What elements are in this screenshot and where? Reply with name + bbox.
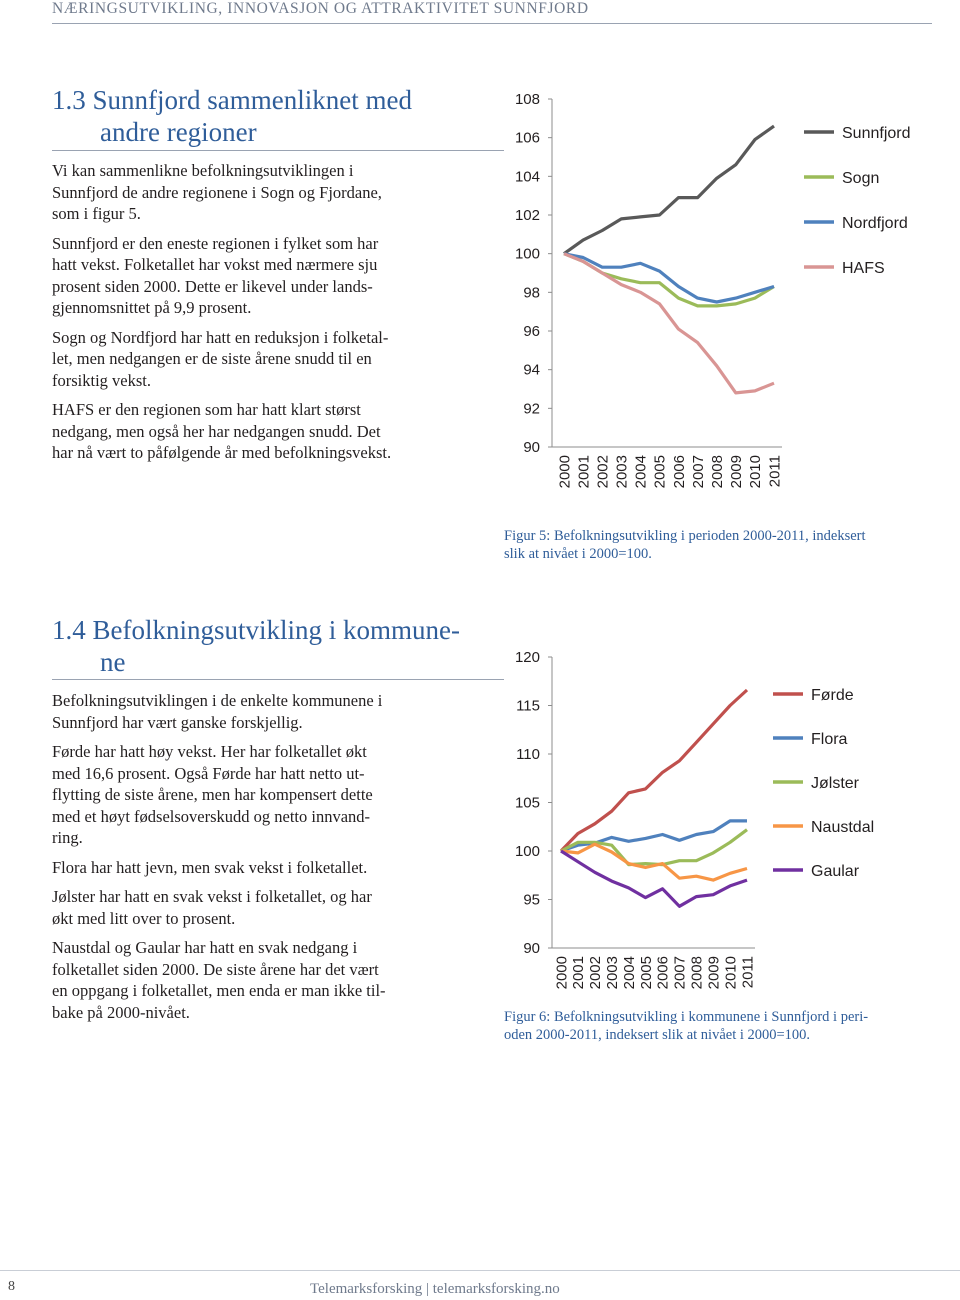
caption-line: slik at nivået i 2000=100.: [504, 546, 652, 562]
section-title-line2: andre regioner: [100, 117, 257, 147]
y-tick-label: 106: [514, 129, 540, 147]
x-tick-label: 2006: [670, 455, 688, 489]
figure-5-chart: [500, 80, 940, 500]
x-tick-label: 2002: [594, 455, 612, 489]
y-tick-label: 94: [523, 361, 540, 379]
legend-label: Naustdal: [811, 819, 875, 836]
x-tick-label: 2003: [613, 455, 631, 489]
text-line: flytting de siste årene, men har kompensert dette: [52, 785, 373, 804]
text-line: som i figur 5.: [52, 204, 141, 223]
y-tick-label: 100: [514, 245, 540, 263]
section-title-line2: ne: [100, 647, 126, 677]
y-tick-label: 98: [523, 284, 540, 302]
paragraph: [52, 327, 502, 392]
paragraph: [52, 937, 502, 1023]
x-tick-label: 2004: [620, 956, 638, 990]
paragraph: [52, 399, 502, 464]
section-1-4-body: [52, 690, 502, 1031]
text-line: Sunnfjord har vært ganske forskjellig.: [52, 712, 303, 732]
legend-label: Sunnfjord: [842, 125, 911, 142]
paragraph: [52, 160, 502, 225]
legend-label: Nordfjord: [842, 215, 908, 232]
y-tick-label: 105: [514, 794, 540, 812]
legend-label: Sogn: [842, 170, 880, 187]
legend-label: Flora: [811, 731, 848, 748]
x-tick-label: 2010: [747, 455, 765, 489]
y-tick-label: 102: [514, 207, 540, 224]
section-title-line1: Sunnfjord sammenliknet med: [92, 85, 412, 115]
paragraph: [52, 690, 502, 733]
section-1-3-title: [52, 84, 492, 148]
caption-line: Figur 6: Befolkningsutvikling i kommunene i Sunnfjord i peri-: [504, 1009, 869, 1025]
text-line: HAFS er den regionen som har hatt klart størst: [52, 400, 361, 419]
section-rule: [52, 150, 504, 151]
y-tick-label: 95: [523, 891, 540, 909]
x-tick-label: 2008: [688, 956, 706, 990]
section-title-line1: Befolkningsutvikling i kommune-: [92, 615, 460, 645]
footer-rule: [0, 1270, 960, 1271]
text-line: Flora har hatt jevn, men svak vekst i folketallet.: [52, 857, 368, 877]
y-tick-label: 115: [516, 697, 540, 715]
text-line: Sunnfjord de andre regionene i Sogn og Fjordane,: [52, 182, 382, 202]
legend-label: Gaular: [811, 863, 860, 880]
section-number: 1.3: [52, 85, 86, 115]
footer-text: Telemarksforsking | telemarksforsking.no: [310, 1281, 560, 1297]
section-number: 1.4: [52, 615, 86, 645]
text-line: Førde har hatt høy vekst. Her har folketallet økt: [52, 742, 367, 761]
x-tick-label: 2000: [556, 455, 574, 489]
x-tick-label: 2003: [603, 956, 621, 990]
text-line: Sogn og Nordfjord har hatt en reduksjon i folketal-: [52, 327, 389, 347]
text-line: Jølster har hatt en svak vekst i folketallet, og har: [52, 887, 372, 906]
text-line: forsiktig vekst.: [52, 370, 151, 390]
x-tick-label: 2007: [689, 455, 707, 489]
x-tick-label: 2011: [739, 956, 757, 989]
figure-6-chart: [500, 640, 940, 1000]
x-tick-label: 2007: [671, 956, 689, 990]
section-rule: [52, 679, 504, 680]
section-1-3-body: [52, 160, 502, 472]
text-line: Naustdal og Gaular har hatt en svak nedgang i: [52, 938, 358, 957]
legend-label: HAFS: [842, 260, 885, 277]
x-tick-label: 2000: [553, 956, 571, 990]
text-line: folketallet siden 2000. De siste årene har det vært: [52, 959, 379, 979]
paragraph: [52, 857, 502, 879]
text-line: hatt vekst. Folketallet har vokst med nærmere sju: [52, 255, 378, 274]
series-line-nordfjord: [564, 254, 774, 302]
x-tick-label: 2006: [654, 956, 672, 990]
page-number: 8: [8, 1279, 15, 1294]
text-line: med et høyt fødselsoverskudd og netto innvand-: [52, 806, 371, 826]
text-line: en oppgang i folketallet, men enda er man ikke til-: [52, 981, 386, 1000]
text-line: ring.: [52, 828, 83, 847]
x-tick-label: 2001: [575, 455, 593, 489]
header-rule: [52, 23, 932, 24]
text-line: bake på 2000-nivået.: [52, 1002, 190, 1022]
caption-line: oden 2000-2011, indeksert slik at nivået i 2000=100.: [504, 1027, 811, 1043]
x-tick-label: 2010: [722, 956, 740, 990]
y-tick-label: 110: [516, 746, 540, 763]
paragraph: [52, 741, 502, 849]
text-line: let, men nedgangen er de siste årene snudd til en: [52, 349, 372, 368]
x-tick-label: 2009: [728, 455, 746, 489]
series-line-sunnfjord: [564, 126, 774, 254]
caption-line: Figur 5: Befolkningsutvikling i perioden 2000-2011, indeksert: [504, 528, 866, 544]
legend-label: Førde: [811, 687, 854, 704]
section-1-4-title: [52, 614, 502, 678]
text-line: gjennomsnittet på 9,9 prosent.: [52, 298, 252, 317]
x-tick-label: 2009: [705, 956, 723, 990]
text-line: økt med litt over to prosent.: [52, 908, 236, 928]
x-tick-label: 2011: [766, 455, 784, 488]
y-tick-label: 104: [514, 168, 540, 186]
text-line: nedgang, men også her har nedgangen snudd. Det: [52, 421, 381, 441]
text-line: Befolkningsutviklingen i de enkelte kommunene i: [52, 691, 383, 710]
y-tick-label: 92: [523, 400, 540, 418]
paragraph: [52, 233, 502, 319]
figure-5-caption: [504, 527, 934, 563]
text-line: prosent siden 2000. Dette er likevel under lands-: [52, 276, 373, 296]
text-line: Sunnfjord er den eneste regionen i fylket som har: [52, 233, 379, 253]
x-tick-label: 2005: [651, 455, 669, 489]
x-tick-label: 2008: [708, 455, 726, 489]
text-line: Vi kan sammenlikne befolkningsutviklingen i: [52, 161, 354, 180]
y-tick-label: 90: [523, 439, 540, 456]
running-header: NÆRINGSUTVIKLING, INNOVASJON OG ATTRAKTIVITET SUNNFJORD: [52, 0, 589, 17]
x-tick-label: 2001: [570, 956, 588, 990]
series-line-hafs: [564, 254, 774, 393]
y-tick-label: 108: [514, 91, 540, 108]
y-tick-label: 90: [523, 940, 540, 957]
x-tick-label: 2005: [637, 956, 655, 990]
y-tick-label: 120: [514, 649, 540, 666]
y-tick-label: 100: [514, 843, 540, 860]
x-tick-label: 2002: [587, 956, 605, 990]
text-line: har nå vært to påfølgende år med befolkningsvekst.: [52, 443, 392, 462]
paragraph: [52, 886, 502, 929]
x-tick-label: 2004: [632, 455, 650, 489]
y-tick-label: 96: [523, 323, 540, 340]
text-line: med 16,6 prosent. Også Førde har hatt netto ut-: [52, 763, 365, 783]
legend-label: Jølster: [811, 775, 859, 792]
figure-6-caption: [504, 1008, 934, 1044]
